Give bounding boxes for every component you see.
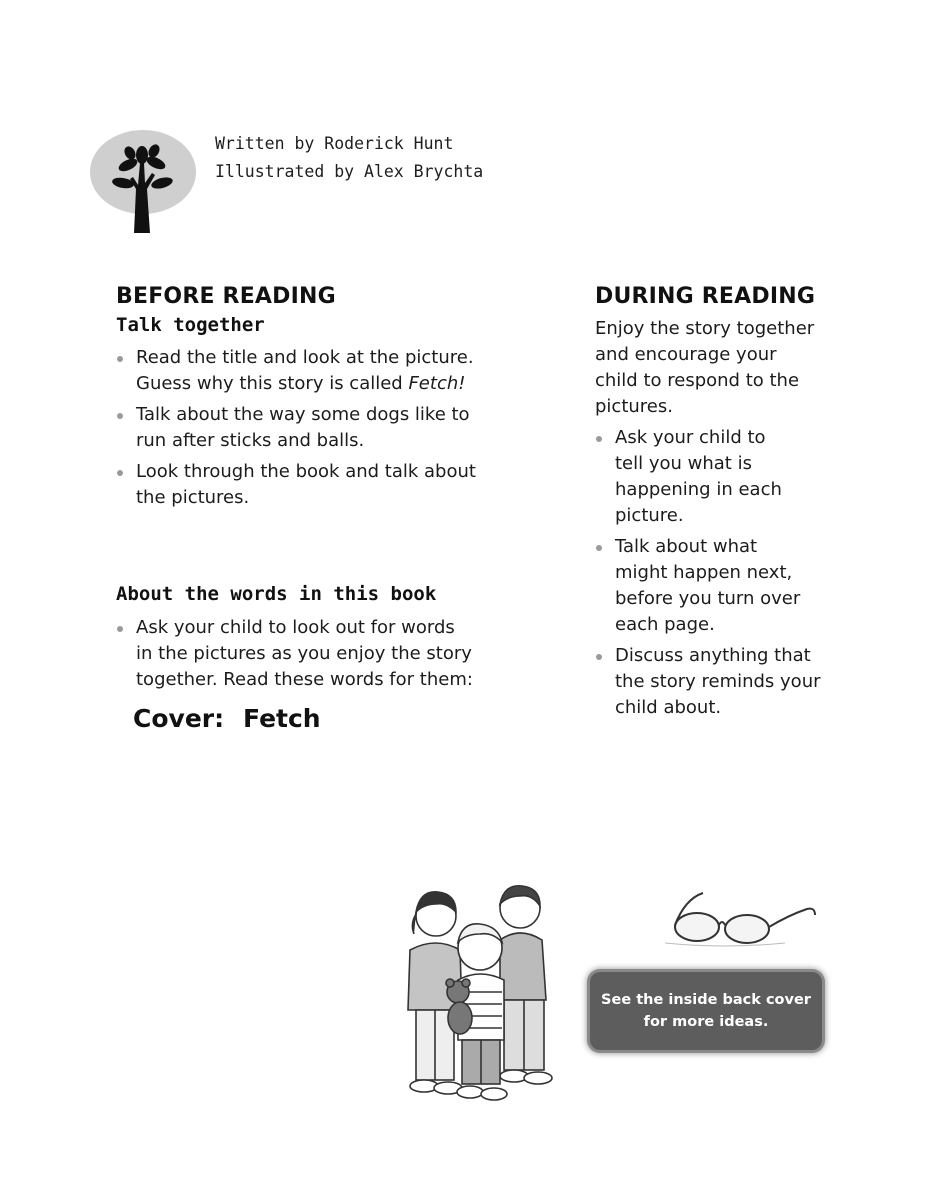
list-item: Ask your child to look out for words in the pictures as you enjoy the story together. Read these words for them: — [116, 615, 536, 693]
list-item: Discuss anything that the story reminds your child about. — [595, 643, 855, 721]
during-reading-intro: Enjoy the story together and encourage your child to respond to the pictures. — [595, 318, 815, 417]
banner-line-2: for more ideas. — [643, 1014, 769, 1030]
illustrator-credit: Illustrated by Alex Brychta — [215, 162, 484, 181]
about-words-list — [116, 615, 536, 698]
cover-label: Cover: — [133, 704, 225, 733]
inside-back-cover-banner — [590, 972, 822, 1050]
credits — [215, 130, 483, 186]
list-item: Talk about the way some dogs like to run after sticks and balls. — [116, 402, 536, 454]
author-credit: Written by Roderick Hunt — [215, 134, 454, 153]
list-item: Talk about what might happen next, before you turn over each page. — [595, 534, 855, 638]
cover-word-row — [133, 704, 321, 733]
list-item: Look through the book and talk about the pictures. — [116, 459, 536, 511]
during-reading-heading: DURING READING — [595, 284, 816, 309]
book-title-fetch: Fetch! — [408, 373, 466, 394]
talk-together-subheading: Talk together — [116, 314, 265, 336]
cover-word: Fetch — [243, 704, 321, 733]
list-item: Read the title and look at the picture. Guess why this story is called Fetch! — [116, 345, 536, 397]
tree-icon — [90, 127, 198, 233]
about-words-heading: About the words in this book — [116, 583, 437, 605]
before-reading-heading: BEFORE READING — [116, 284, 336, 309]
list-item: Ask your child to tell you what is happening in each picture. — [595, 425, 855, 529]
glasses-icon — [665, 885, 820, 950]
banner-line-1: See the inside back cover — [601, 992, 811, 1008]
before-reading-list — [116, 345, 536, 516]
during-reading-list — [595, 425, 855, 726]
children-illustration-icon — [400, 880, 562, 1105]
